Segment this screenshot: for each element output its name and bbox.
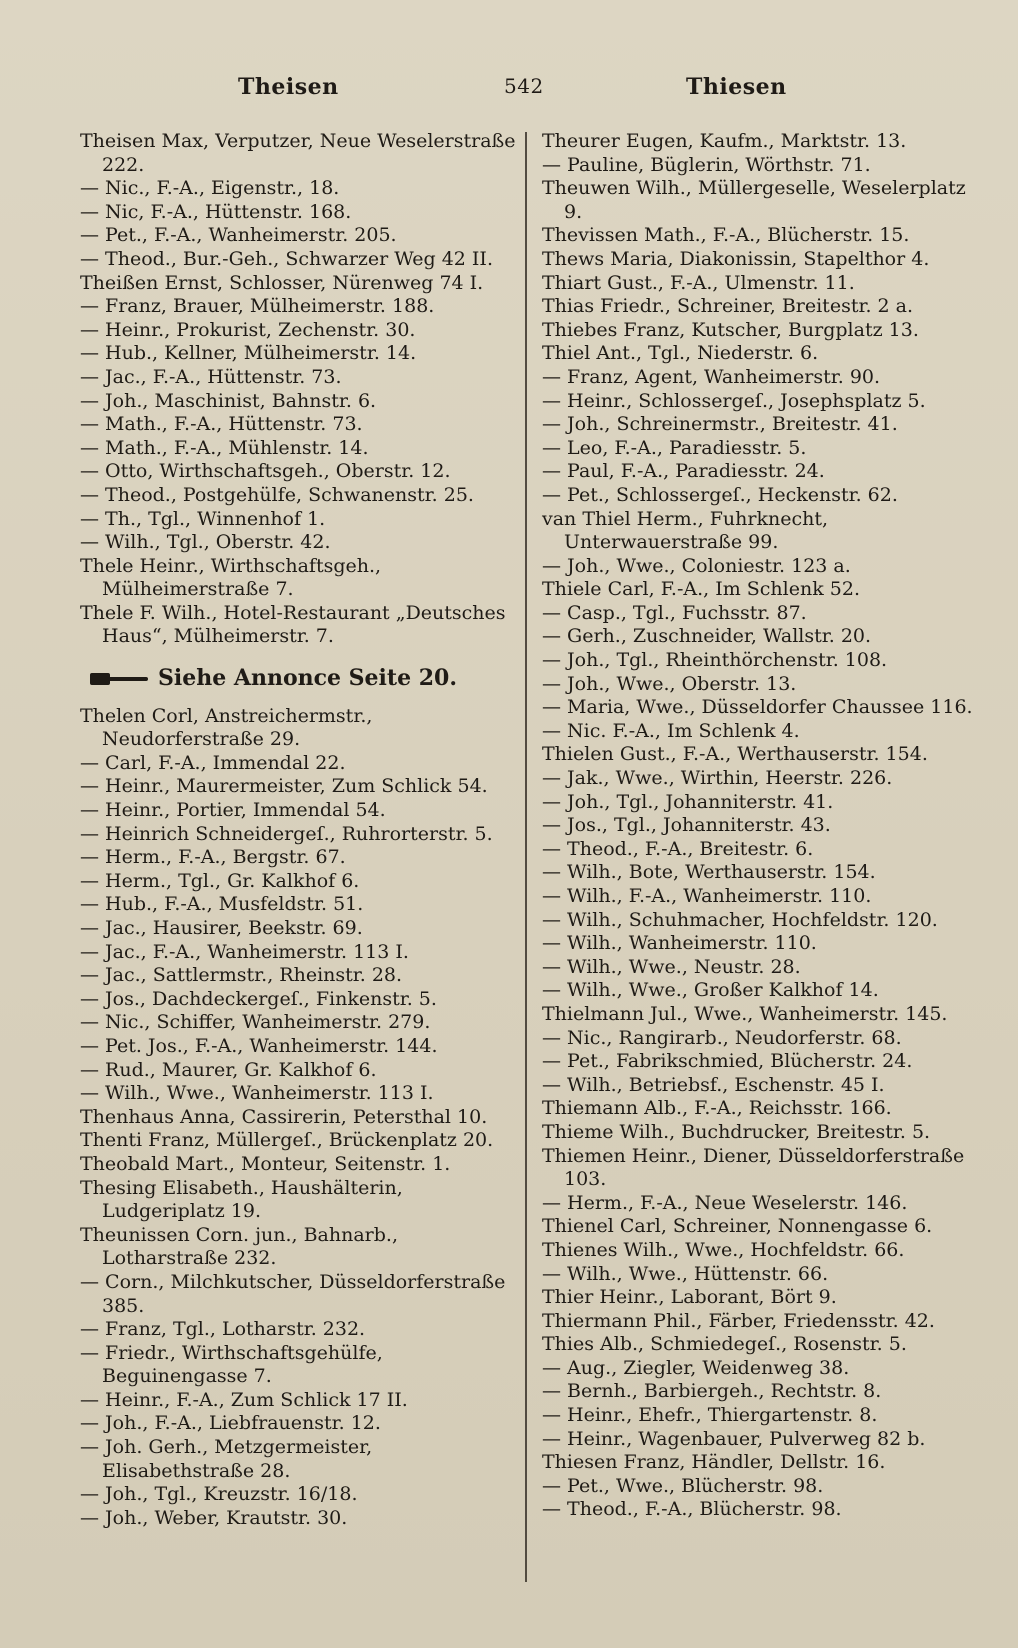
list-item: — Carl, F.-A., Immendal 22. [80,751,346,774]
list-item: Thevissen Math., F.-A., Blücherstr. 15. [542,224,910,247]
list-item: — Heinr., F.-A., Zum Schlick 17 II. [80,1388,408,1411]
list-item: — Gerh., Zuschneider, Wallstr. 20. [542,625,872,648]
list-item: — Pet., Fabrikschmied, Blücherstr. 24. [542,1050,913,1073]
list-item: — Franz, Agent, Wanheimerstr. 90. [542,365,881,388]
list-item: — Maria, Wwe., Düsseldorfer Chaussee 116. [542,696,973,719]
list-item: — Leo, F.-A., Paradiesstr. 5. [542,436,807,459]
list-item: Thiesen Franz, Händler, Dellstr. 16. [542,1451,886,1474]
list-item: — Jos., Dachdeckergeſ., Finkenstr. 5. [80,987,437,1010]
list-item: Thiebes Franz, Kutscher, Burgplatz 13. [542,318,919,341]
list-item: — Wilh., Wwe., Großer Kalkhof 14. [542,979,879,1002]
list-item: — Joh., Wwe., Coloniestr. 123 a. [542,554,851,577]
list-item: Thiele Carl, F.-A., Im Schlenk 52. [542,578,860,601]
list-item: — Wilh., Wwe., Hüttenstr. 66. [542,1262,829,1285]
list-item: — Wilh., Schuhmacher, Hochfeldstr. 120. [542,908,938,931]
list-item: — Pet. Jos., F.-A., Wanheimerstr. 144. [80,1034,438,1057]
list-item: — Wilh., Betriebsf., Eschenstr. 45 I. [542,1073,885,1096]
list-item: van Thiel Herm., Fuhrknecht, Unterwauerstraße 99. [542,507,829,554]
list-item: — Wilh., Wanheimerstr. 110. [542,932,817,955]
list-item: — Paul, F.-A., Paradiesstr. 24. [542,460,825,483]
list-item: — Theod., F.-A., Breitestr. 6. [542,837,814,860]
page-number: 542 [504,74,544,98]
list-item: Thiel Ant., Tgl., Niederstr. 6. [542,342,819,365]
page-header [0,74,1018,114]
list-item: — Theod., Bur.-Geh., Schwarzer Weg 42 II. [80,247,493,270]
right-column [542,130,982,1522]
list-item: Thiart Gust., F.-A., Ulmenstr. 11. [542,271,855,294]
list-item: — Corn., Milchkutscher, Düsseldorferstraße 385. [80,1270,506,1317]
list-item: — Herm., F.-A., Bergstr. 67. [80,846,346,869]
list-item: — Herm., Tgl., Gr. Kalkhof 6. [80,869,360,892]
list-item: Thelen Corl, Anstreichermstr., Neudorferstraße 29. [80,704,373,751]
list-item: — Joh. Gerh., Metzgermeister, Elisabethstraße 28. [80,1436,373,1482]
list-item: Thiemann Alb., F.-A., Reichsstr. 166. [542,1097,892,1120]
list-item: Theuwen Wilh., Müllergeselle, Weselerplatz 9. [542,177,966,223]
list-item: — Heinr., Ehefr., Thiergartenstr. 8. [542,1404,878,1427]
list-item: — Aug., Ziegler, Weidenweg 38. [542,1356,850,1379]
list-item: — Nic. F.-A., Im Schlenk 4. [542,719,800,742]
list-item: — Nic, F.-A., Hüttenstr. 168. [80,200,352,223]
list-item: Thiermann Phil., Färber, Friedensstr. 42. [542,1309,935,1332]
list-item: Theißen Ernst, Schlosser, Nürenweg 74 I. [80,271,484,294]
list-item: — Heinr., Schlossergeſ., Josephsplatz 5. [542,389,926,412]
list-item: Thews Maria, Diakonissin, Stapelthor 4. [542,247,930,270]
list-item: — Joh., Weber, Krautstr. 30. [80,1506,348,1529]
list-item: — Nic., F.-A., Eigenstr., 18. [80,177,340,200]
list-item: — Jac., F.-A., Wanheimerstr. 113 I. [80,940,409,963]
list-item: Theisen Max, Verputzer, Neue Weselerstraße 222. [80,130,516,176]
list-item: — Heinr., Portier, Immendal 54. [80,799,386,822]
list-item: — Joh., Schreinermstr., Breitestr. 41. [542,413,898,436]
list-item: — Bernh., Barbiergeh., Rechtstr. 8. [542,1380,882,1403]
list-item: — Heinrich Schneidergeſ., Ruhrorterstr. 5. [80,822,493,845]
list-item: Thele F. Wilh., Hotel-Restaurant „Deutsches Haus“, Mülheimerstr. 7. [80,601,506,648]
list-item: — Pet., Schlossergeſ., Heckenstr. 62. [542,483,898,506]
list-item: — Friedr., Wirthschaftsgehülfe, Beguinengasse 7. [80,1341,383,1388]
list-item: Thesing Elisabeth., Haushälterin, Ludgeriplatz 19. [80,1176,403,1223]
header-left-keyword: Theisen [238,74,339,100]
list-item: — Pauline, Büglerin, Wörthstr. 71. [542,153,871,176]
list-item: — Theod., F.-A., Blücherstr. 98. [542,1498,842,1521]
list-item: — Casp., Tgl., Fuchsstr. 87. [542,601,807,624]
list-item: Thiemen Heinr., Diener, Düsseldorferstraße 103. [542,1144,965,1191]
list-item: — Herm., F.-A., Neue Weselerstr. 146. [542,1191,908,1214]
list-item: — Jak., Wwe., Wirthin, Heerstr. 226. [542,767,893,790]
list-item: — Jac., Sattlermstr., Rheinstr. 28. [80,964,403,987]
list-item: — Nic., Schiffer, Wanheimerstr. 279. [80,1011,431,1034]
list-item: — Pet., F.-A., Wanheimerstr. 205. [80,224,397,247]
column-divider [525,132,527,1582]
list-item: Thielmann Jul., Wwe., Wanheimerstr. 145. [542,1002,948,1025]
list-item: — Hub., Kellner, Mülheimerstr. 14. [80,342,417,365]
list-item: — Nic., Rangirarb., Neudorferstr. 68. [542,1026,902,1049]
left-column [80,130,516,1530]
list-item: — Joh., Tgl., Johanniterstr. 41. [542,790,834,813]
list-item: — Wilh., F.-A., Wanheimerstr. 110. [542,885,872,907]
list-item: Thieme Wilh., Buchdrucker, Breitestr. 5. [542,1120,931,1143]
list-item: — Jac., F.-A., Hüttenstr. 73. [80,365,342,388]
list-item: — Joh., Maschinist, Bahnstr. 6. [80,389,377,412]
list-item: — Joh., Tgl., Rheinthörchenstr. 108. [542,649,888,672]
list-item: Thielen Gust., F.-A., Werthauserstr. 154. [542,743,928,766]
list-item: Theurer Eugen, Kaufm., Marktstr. 13. [542,130,907,152]
list-item: — Heinr., Maurermeister, Zum Schlick 54. [80,775,488,798]
annonce-text: Siehe Annonce Seite 20. [158,665,458,692]
list-item: — Math., F.-A., Mühlenstr. 14. [80,436,369,459]
list-item: Thenti Franz, Müllergeſ., Brückenplatz 20. [80,1129,494,1152]
list-item: — Joh., Tgl., Kreuzstr. 16/18. [80,1483,358,1506]
list-item: — Joh., Wwe., Oberstr. 13. [542,672,797,695]
list-item: Thier Heinr., Laborant, Bört 9. [542,1286,837,1309]
list-item: — Wilh., Bote, Werthauserstr. 154. [542,861,876,884]
list-item: — Rud., Maurer, Gr. Kalkhof 6. [80,1058,377,1081]
list-item: Theobald Mart., Monteur, Seitenstr. 1. [80,1152,451,1175]
list-item: — Wilh., Wwe., Wanheimerstr. 113 I. [80,1082,434,1105]
list-item: — Heinr., Prokurist, Zechenstr. 30. [80,318,416,341]
list-item: — Heinr., Wagenbauer, Pulverweg 82 b. [542,1427,926,1450]
list-item: — Otto, Wirthschaftsgeh., Oberstr. 12. [80,460,451,483]
list-item: Thele Heinr., Wirthschaftsgeh., Mülheimerstraße 7. [80,554,382,601]
list-item: — Franz, Tgl., Lotharstr. 232. [80,1318,366,1341]
list-item: — Jac., Hausirer, Beekstr. 69. [80,917,363,939]
list-item: — Theod., Postgehülfe, Schwanenstr. 25. [80,483,474,506]
list-item: — Hub., F.-A., Musfeldstr. 51. [80,893,364,916]
list-item: — Math., F.-A., Hüttenstr. 73. [80,413,363,436]
annonce-notice [90,667,516,691]
list-item: — Joh., F.-A., Liebfrauenstr. 12. [80,1412,381,1435]
list-item: — Wilh., Tgl., Oberstr. 42. [80,531,331,554]
list-item: Thias Friedr., Schreiner, Breitestr. 2 a. [542,295,914,318]
list-item: Theunissen Corn. jun., Bahnarb., Lotharstraße 232. [80,1223,398,1270]
list-item: Thienes Wilh., Wwe., Hochfeldstr. 66. [542,1238,905,1261]
list-item: Thenhaus Anna, Cassirerin, Petersthal 10. [80,1105,488,1128]
list-item: — Wilh., Wwe., Neustr. 28. [542,955,801,978]
list-item: — Jos., Tgl., Johanniterstr. 43. [542,814,831,837]
list-item: — Pet., Wwe., Blücherstr. 98. [542,1474,824,1497]
list-item: Thies Alb., Schmiedegeſ., Rosenstr. 5. [542,1333,907,1356]
header-right-keyword: Thiesen [686,74,787,100]
pointing-hand-icon [90,671,148,687]
list-item: — Th., Tgl., Winnenhof 1. [80,507,326,530]
list-item: — Franz, Brauer, Mülheimerstr. 188. [80,295,435,318]
list-item: Thienel Carl, Schreiner, Nonnengasse 6. [542,1215,933,1238]
